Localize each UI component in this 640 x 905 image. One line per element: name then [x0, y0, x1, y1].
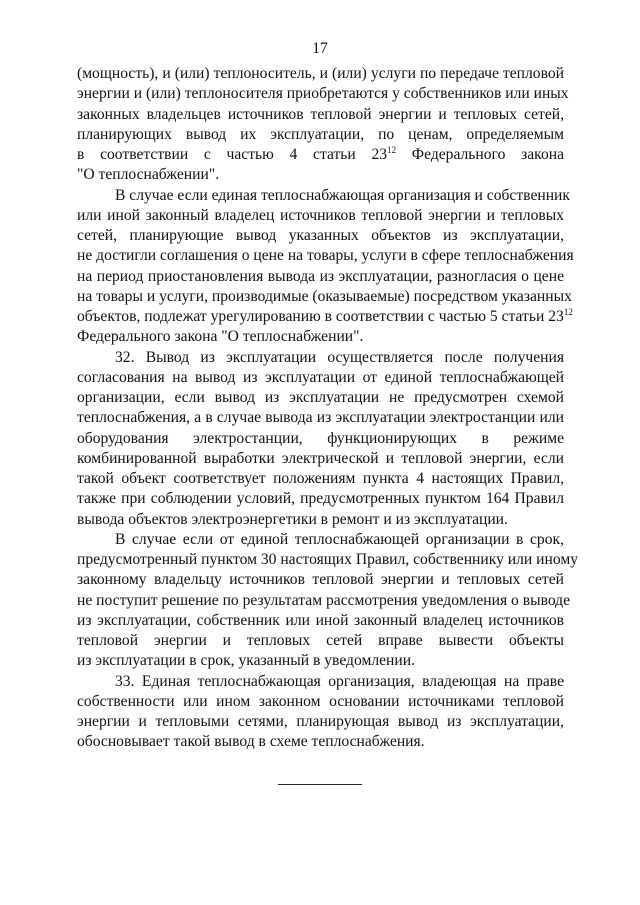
text-line: на товары и услуги, производимые (оказываемые) посредством указанных: [77, 287, 572, 305]
text-line: не достигли соглашения о цене на товары, услуги в сфере теплоснабжения: [77, 247, 574, 265]
text-line: также при соблюдении условий, предусмотренных пунктом 164 Правил: [77, 490, 564, 508]
text-fragment: Федерального закона: [396, 146, 565, 163]
text-line: вывода объектов электроэнергетики в ремонт и из эксплуатации.: [77, 510, 508, 528]
text-fragment: объектов, подлежат урегулированию в соответствии с частью 5 статьи 23: [77, 308, 564, 325]
text-line: теплоснабжения, а в случае вывода из эксплуатации электростанции или: [77, 409, 564, 427]
text-fragment: в соответствии с частью 4 статьи 23: [77, 146, 388, 163]
text-line: на период приостановления вывода из эксплуатации, разногласия о цене: [77, 267, 564, 285]
text-line: собственности или ином законном основании источниками тепловой: [77, 692, 564, 710]
paragraph: [77, 64, 569, 186]
paragraph: [77, 186, 574, 348]
text-line: сетей, планирующие вывод указанных объектов из эксплуатации,: [77, 227, 564, 244]
superscript: 12: [563, 307, 573, 317]
text-line: предусмотренный пунктом 30 настоящих Правил, собственнику или иному: [77, 551, 579, 568]
text-line: В случае если единая теплоснабжающая организация и собственник: [115, 186, 570, 204]
text-line: 33. Единая теплоснабжающая организация, владеющая на праве: [115, 672, 564, 690]
text-line: из эксплуатации в срок, указанный в уведомлении.: [77, 652, 415, 670]
text-line-with-superscript: [77, 145, 564, 165]
text-line: из эксплуатации, собственник или иной законный владелец источников: [77, 611, 564, 629]
text-line: тепловой энергии и тепловых сетей вправе вывести объекты: [77, 632, 564, 649]
text-line: (мощность), и (или) теплоноситель, и (или) услуги по передаче тепловой: [77, 65, 564, 82]
text-line: согласования на вывод из эксплуатации от единой теплоснабжающей: [77, 368, 564, 386]
text-line: В случае если от единой теплоснабжающей организации в срок,: [115, 530, 564, 548]
superscript: 12: [387, 145, 397, 155]
text-line: энергии и тепловыми сетями, планирующая вывод из эксплуатации,: [77, 713, 564, 730]
document-body: [77, 64, 579, 753]
paragraph: [77, 530, 579, 672]
paragraph: [77, 672, 564, 753]
text-line: обосновывает такой вывод в схеме теплоснабжения.: [77, 733, 425, 751]
text-line: "О теплоснабжении".: [77, 166, 220, 184]
text-line: организации, если вывод из эксплуатации не предусмотрен схемой: [77, 389, 564, 406]
paragraph: [77, 348, 564, 530]
footer-divider: [278, 784, 362, 785]
text-line-with-superscript: [77, 307, 573, 327]
page-number: 17: [312, 40, 328, 57]
text-line: или иной законный владелец источников тепловой энергии и тепловых: [77, 206, 564, 224]
text-line: не поступит решение по результатам рассмотрения уведомления о выводе: [77, 591, 571, 609]
text-line: 32. Вывод из эксплуатации осуществляется после получения: [115, 348, 564, 366]
text-line: энергии и (или) теплоносителя приобретаются у собственников или иных: [77, 85, 569, 103]
text-line: законному владельцу источников тепловой энергии и тепловых сетей: [77, 571, 564, 589]
text-line: законных владельцев источников тепловой энергии и тепловых сетей,: [77, 105, 564, 123]
text-line: планирующих вывод их эксплуатации, по ценам, определяемым: [77, 125, 564, 143]
text-line: комбинированной выработки электрической и тепловой энергии, если: [77, 449, 564, 467]
text-line: такой объект соответствует положениям пункта 4 настоящих Правил,: [77, 470, 564, 487]
text-line: Федерального закона "О теплоснабжении".: [77, 328, 364, 346]
text-line: оборудования электростанции, функционирующих в режиме: [77, 429, 564, 447]
